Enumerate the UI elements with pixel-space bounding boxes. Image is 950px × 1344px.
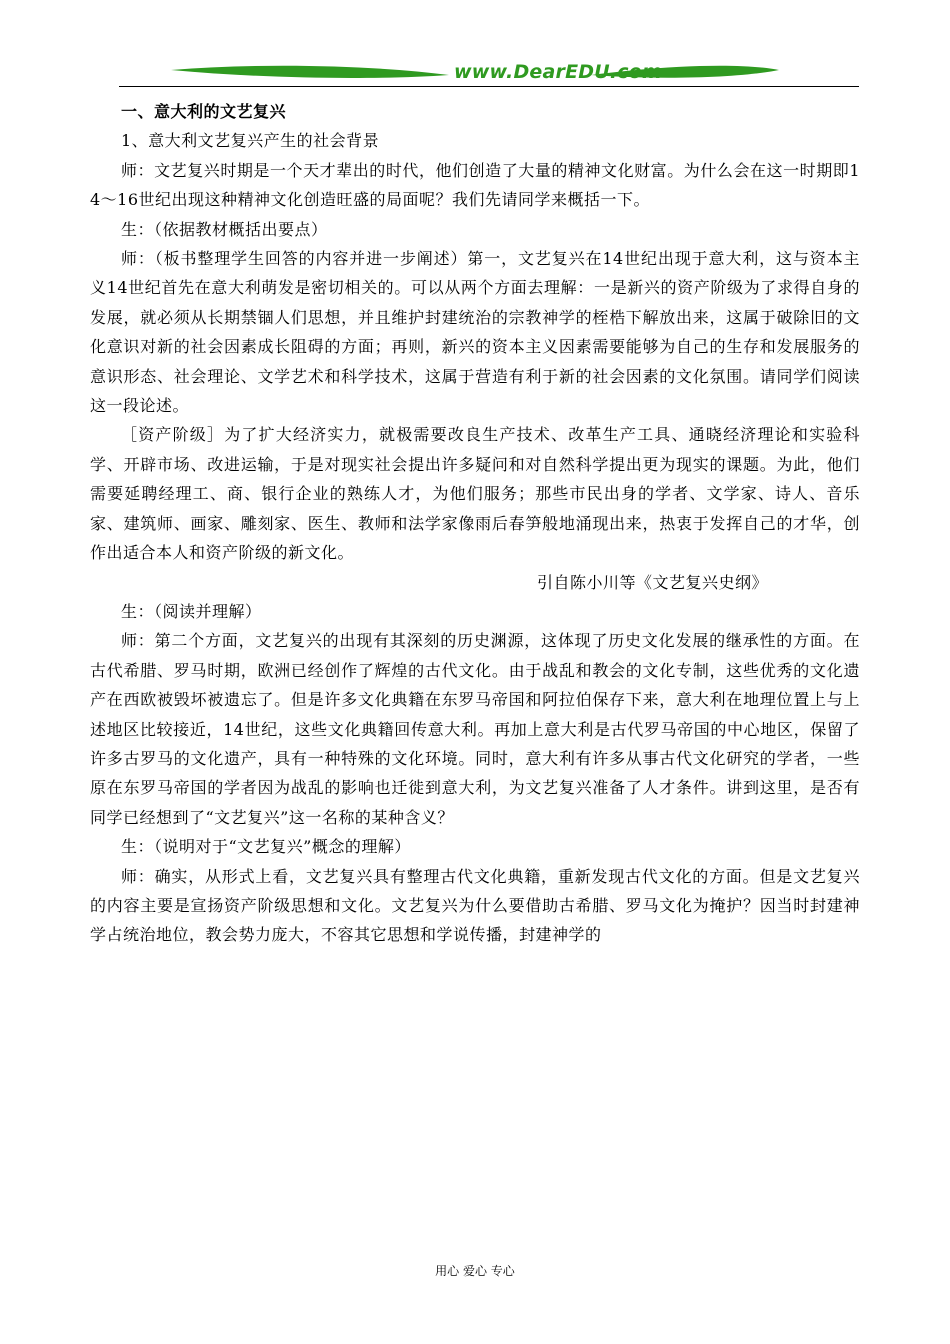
- quote-citation: 引自陈小川等《文艺复兴史纲》: [536, 572, 768, 592]
- left-swoosh: [171, 66, 449, 78]
- paragraph-teacher-4: 师：确实，从形式上看，文艺复兴具有整理古代文化典籍，重新发现古代文化的方面。但是文艺复兴的内容主要是宣扬资产阶级思想和文化。文艺复兴为什么要借助古希腊、罗马文化为掩护？因当时封建神学占统治地位，教会势力庞大，不容其它思想和学说传播，封建神学的: [90, 866, 860, 945]
- site-logo-text: www.DearEDU.com: [454, 61, 663, 83]
- quoted-passage: ［资产阶级］为了扩大经济实力，就极需要改良生产技术、改革生产工具、通晓经济理论和实验科学、开辟市场、改进运输，于是对现实社会提出许多疑问和对自然科学提出更为现实的课题。为此，他们需要延聘经理工、商、银行企业的熟练人才，为他们服务；那些市民出身的学者、文学家、诗人、音乐家、建筑师、画家、雕刻家、医生、教师和法学家像雨后春笋般地涌现出来，热衷于发挥自己的才华，创作出适合本人和资产阶级的新文化。: [90, 425, 860, 563]
- paragraph-teacher-2: 师：（板书整理学生回答的内容并进一步阐述）第一，文艺复兴在14世纪出现于意大利，这与资本主义14世纪首先在意大利萌发是密切相关的。可以从两个方面去理解：一是新兴的资产阶级为了求得自身的发展，就必须从长期禁锢人们思想，并且维护封建统治的宗教神学的桎梏下解放出来，这属于破除旧的文化意识对新的社会因素成长阻碍的方面；再则，新兴的资本主义因素需要能够为自己的生存和发展服务的意识形态、社会理论、文学艺术和科学技术，这属于营造有利于新的社会因素的文化氛围。请同学们阅读这一段论述。: [90, 249, 860, 416]
- document-body: [90, 97, 860, 950]
- page-header: [119, 58, 859, 90]
- header-rule: [119, 86, 859, 87]
- paragraph-student-3: 生：（说明对于“文艺复兴”概念的理解）: [121, 837, 411, 857]
- subsection-heading: 1、意大利文艺复兴产生的社会背景: [121, 131, 380, 151]
- section-heading: 一、意大利的文艺复兴: [121, 102, 287, 121]
- paragraph-teacher-3: 师：第二个方面，文艺复兴的出现有其深刻的历史渊源，这体现了历史文化发展的继承性的方面。在古代希腊、罗马时期，欧洲已经创作了辉煌的古代文化。由于战乱和教会的文化专制，这些优秀的文化遗产在西欧被毁坏被遗忘了。但是许多文化典籍在东罗马帝国和阿拉伯保存下来，意大利在地理位置上与上述地区比较接近，14世纪，这些文化典籍回传意大利。再加上意大利是古代罗马帝国的中心地区，保留了许多古罗马的文化遗产，具有一种特殊的文化环境。同时，意大利有许多从事古代文化研究的学者，一些原在东罗马帝国的学者因为战乱的影响也迁徙到意大利，为文艺复兴准备了人才条件。讲到这里，是否有同学已经想到了“文艺复兴”这一名称的某种含义？: [90, 631, 860, 827]
- page-footer: 用心 爱心 专心: [435, 1264, 515, 1278]
- paragraph-teacher-1: 师：文艺复兴时期是一个天才辈出的时代，他们创造了大量的精神文化财富。为什么会在这一时期即14～16世纪出现这种精神文化创造旺盛的局面呢？我们先请同学来概括一下。: [90, 160, 860, 210]
- paragraph-student-2: 生：（阅读并理解）: [121, 601, 262, 621]
- paragraph-student-1: 生：（依据教材概括出要点）: [121, 219, 328, 239]
